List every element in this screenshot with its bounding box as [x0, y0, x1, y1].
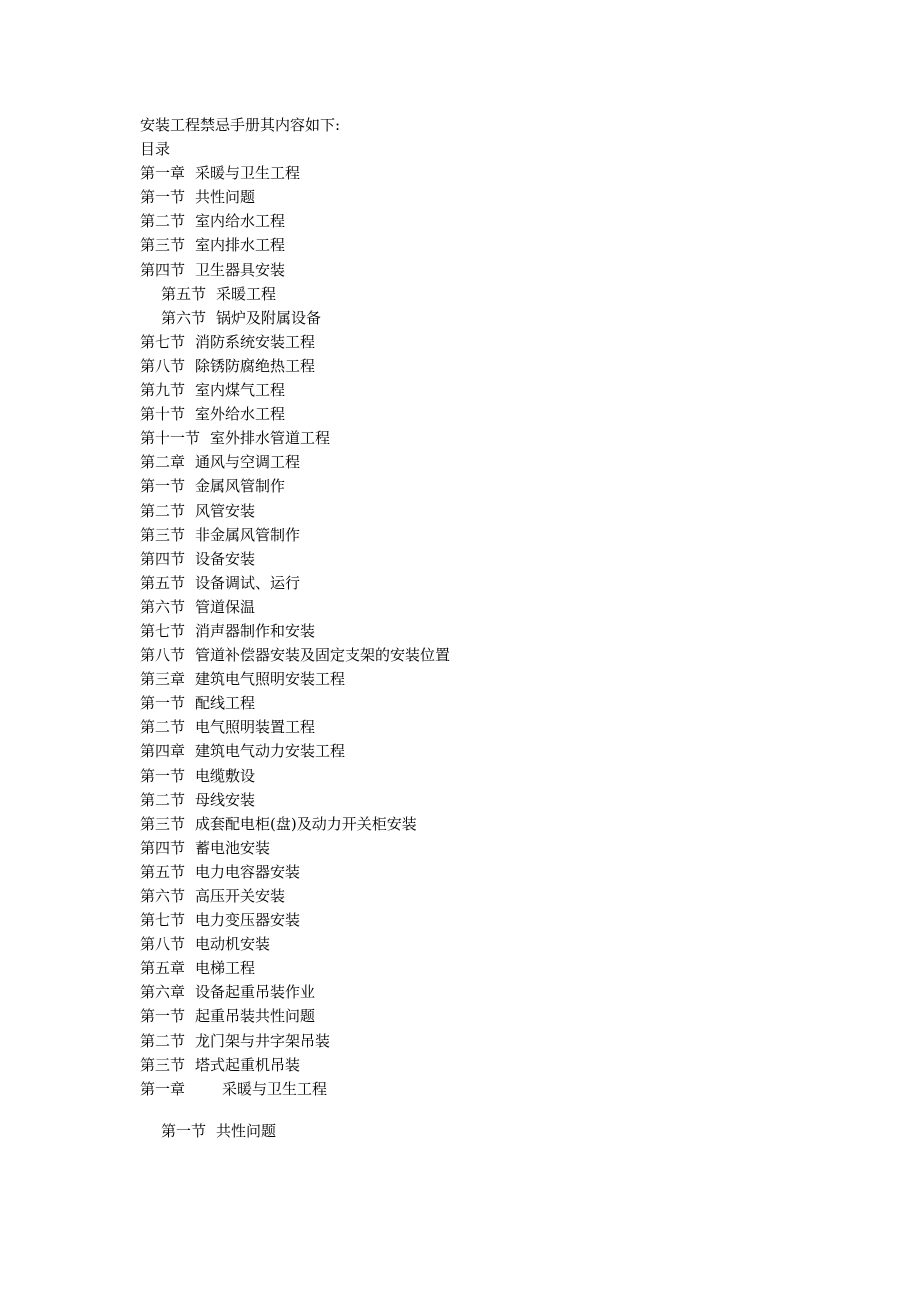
toc-entry-number: 第七节: [140, 911, 186, 930]
toc-entry: [140, 595, 880, 619]
toc-entry-title: 室内给水工程: [195, 212, 286, 231]
toc-entry-number: 第二章: [140, 453, 186, 472]
toc-entry-number: 第二节: [140, 212, 186, 231]
toc-entry-number: 第五节: [161, 284, 207, 303]
toc-entry: [140, 860, 880, 884]
toc-entry: [140, 282, 880, 306]
toc-entry: [140, 956, 880, 980]
toc-entry: [140, 667, 880, 691]
toc-entry: [140, 306, 880, 330]
toc-entry-number: 第二节: [140, 790, 186, 809]
toc-entry: [140, 523, 880, 547]
toc-entry-title: 起重吊装共性问题: [195, 1007, 316, 1026]
toc-entry-title: 电动机安装: [195, 935, 271, 954]
toc-entry-number: 第四节: [140, 838, 186, 857]
toc-entry-number: 第二节: [140, 501, 186, 520]
toc-entry-number: 第二节: [140, 1031, 186, 1050]
toc-entry: [140, 378, 880, 402]
toc-entry: [140, 450, 880, 474]
toc-entry-title: 电力变压器安装: [195, 911, 301, 930]
toc-entry-title: 室内煤气工程: [195, 381, 286, 400]
toc-entry-title: 共性问题: [195, 188, 256, 207]
document-page: [140, 113, 880, 1143]
toc-entry-number: 第六节: [140, 597, 186, 616]
toc-entry-number: 第二节: [140, 718, 186, 737]
toc-entry-number: 第三节: [140, 814, 186, 833]
toc-entry-number: 第三节: [140, 525, 186, 544]
toc-entry-number: 第一章: [140, 164, 186, 183]
toc-entry-number: 第八节: [140, 935, 186, 954]
toc-entry: [140, 643, 880, 667]
toc-entry-title: 管道保温: [195, 597, 256, 616]
section-number: 第一节: [161, 1121, 207, 1140]
section-title: 共性问题: [216, 1121, 277, 1140]
toc-entry-number: 第七节: [140, 621, 186, 640]
toc-entry-title: 金属风管制作: [195, 477, 286, 496]
toc-entry: [140, 1053, 880, 1077]
toc-entry: [140, 474, 880, 498]
toc-entry: [140, 908, 880, 932]
intro-text: 安装工程禁忌手册其内容如下:: [140, 116, 341, 134]
toc-entry-title: 蓄电池安装: [195, 838, 271, 857]
toc-entry-title: 消防系统安装工程: [195, 332, 316, 351]
toc-entry: [140, 932, 880, 956]
toc-entry-number: 第六节: [161, 308, 207, 327]
toc-entry-title: 配线工程: [195, 694, 256, 713]
toc-entry-number: 第一节: [140, 766, 186, 785]
toc-entry-title: 电力电容器安装: [195, 862, 301, 881]
toc-entry: [140, 258, 880, 282]
chapter-number: 第一章: [140, 1079, 186, 1098]
toc-entry: [140, 884, 880, 908]
toc-entry-number: 第五节: [140, 573, 186, 592]
chapter-title: 采暖与卫生工程: [222, 1079, 328, 1098]
toc-entry-title: 管道补偿器安装及固定支架的安装位置: [195, 646, 451, 665]
toc-entry-number: 第六节: [140, 887, 186, 905]
toc-entry: [140, 812, 880, 836]
toc-heading: 目录: [140, 140, 171, 159]
toc-entry-number: 第十节: [140, 405, 186, 424]
toc-entry: [140, 1029, 880, 1053]
toc-entry: [140, 354, 880, 378]
section-heading: [140, 1119, 880, 1143]
toc-entry: [140, 499, 880, 523]
toc-entry: [140, 1004, 880, 1028]
toc-entry-title: 消声器制作和安装: [195, 621, 316, 640]
toc-entry-title: 设备调试、运行: [195, 573, 301, 592]
toc-entry-title: 电梯工程: [195, 959, 256, 978]
toc-entry-number: 第八节: [140, 356, 186, 375]
toc-entry-number: 第一节: [140, 477, 186, 496]
toc-entry-title: 成套配电柜(盘)及动力开关柜安装: [195, 814, 417, 833]
toc-entry: [140, 330, 880, 354]
toc-entry-number: 第六章: [140, 983, 186, 1002]
toc-entry-number: 第四节: [140, 260, 186, 279]
toc-entry-title: 电气照明装置工程: [195, 718, 316, 737]
toc-entry-title: 风管安装: [195, 501, 256, 520]
toc-entry-title: 母线安装: [195, 790, 256, 809]
toc-entry-number: 第五节: [140, 862, 186, 881]
table-of-contents: [140, 161, 880, 1077]
toc-entry: [140, 739, 880, 763]
toc-entry-number: 第一节: [140, 694, 186, 713]
toc-entry-title: 高压开关安装: [195, 887, 286, 905]
toc-entry: [140, 691, 880, 715]
toc-entry-title: 采暖工程: [216, 284, 277, 303]
toc-entry-number: 第五章: [140, 959, 186, 978]
toc-entry-number: 第九节: [140, 381, 186, 400]
toc-entry: [140, 426, 880, 450]
toc-entry: [140, 547, 880, 571]
toc-entry-number: 第四节: [140, 549, 186, 568]
toc-entry-title: 室内排水工程: [195, 236, 286, 255]
toc-entry-title: 设备安装: [195, 549, 256, 568]
toc-entry-title: 采暖与卫生工程: [195, 164, 301, 183]
toc-entry: [140, 980, 880, 1004]
toc-entry-number: 第七节: [140, 332, 186, 351]
toc-entry-number: 第三章: [140, 670, 186, 689]
toc-entry: [140, 402, 880, 426]
toc-entry-title: 卫生器具安装: [195, 260, 286, 279]
toc-entry-number: 第四章: [140, 742, 186, 761]
toc-entry-title: 室外排水管道工程: [210, 429, 331, 448]
toc-entry: [140, 788, 880, 812]
toc-entry: [140, 619, 880, 643]
toc-entry: [140, 571, 880, 595]
toc-entry-title: 塔式起重机吊装: [195, 1055, 301, 1074]
toc-entry-title: 建筑电气动力安装工程: [195, 742, 346, 761]
toc-entry-title: 室外给水工程: [195, 405, 286, 424]
toc-entry-number: 第一节: [140, 1007, 186, 1026]
toc-entry-title: 非金属风管制作: [195, 525, 301, 544]
toc-entry-number: 第八节: [140, 646, 186, 665]
toc-entry-number: 第一节: [140, 188, 186, 207]
toc-entry: [140, 715, 880, 739]
toc-entry: [140, 233, 880, 257]
toc-entry-number: 第三节: [140, 236, 186, 255]
toc-entry: [140, 185, 880, 209]
toc-entry-title: 龙门架与井字架吊装: [195, 1031, 331, 1050]
toc-entry-title: 设备起重吊装作业: [195, 983, 316, 1002]
toc-entry-title: 锅炉及附属设备: [216, 308, 322, 327]
toc-entry: [140, 209, 880, 233]
toc-entry: [140, 836, 880, 860]
toc-entry: [140, 764, 880, 788]
toc-entry-title: 除锈防腐绝热工程: [195, 356, 316, 375]
toc-entry-number: 第三节: [140, 1055, 186, 1074]
toc-entry-number: 第十一节: [140, 429, 201, 448]
toc-entry: [140, 161, 880, 185]
toc-entry-title: 建筑电气照明安装工程: [195, 670, 346, 689]
chapter-heading: [140, 1077, 880, 1101]
toc-entry-title: 电缆敷设: [195, 766, 256, 785]
toc-entry-title: 通风与空调工程: [195, 453, 301, 472]
